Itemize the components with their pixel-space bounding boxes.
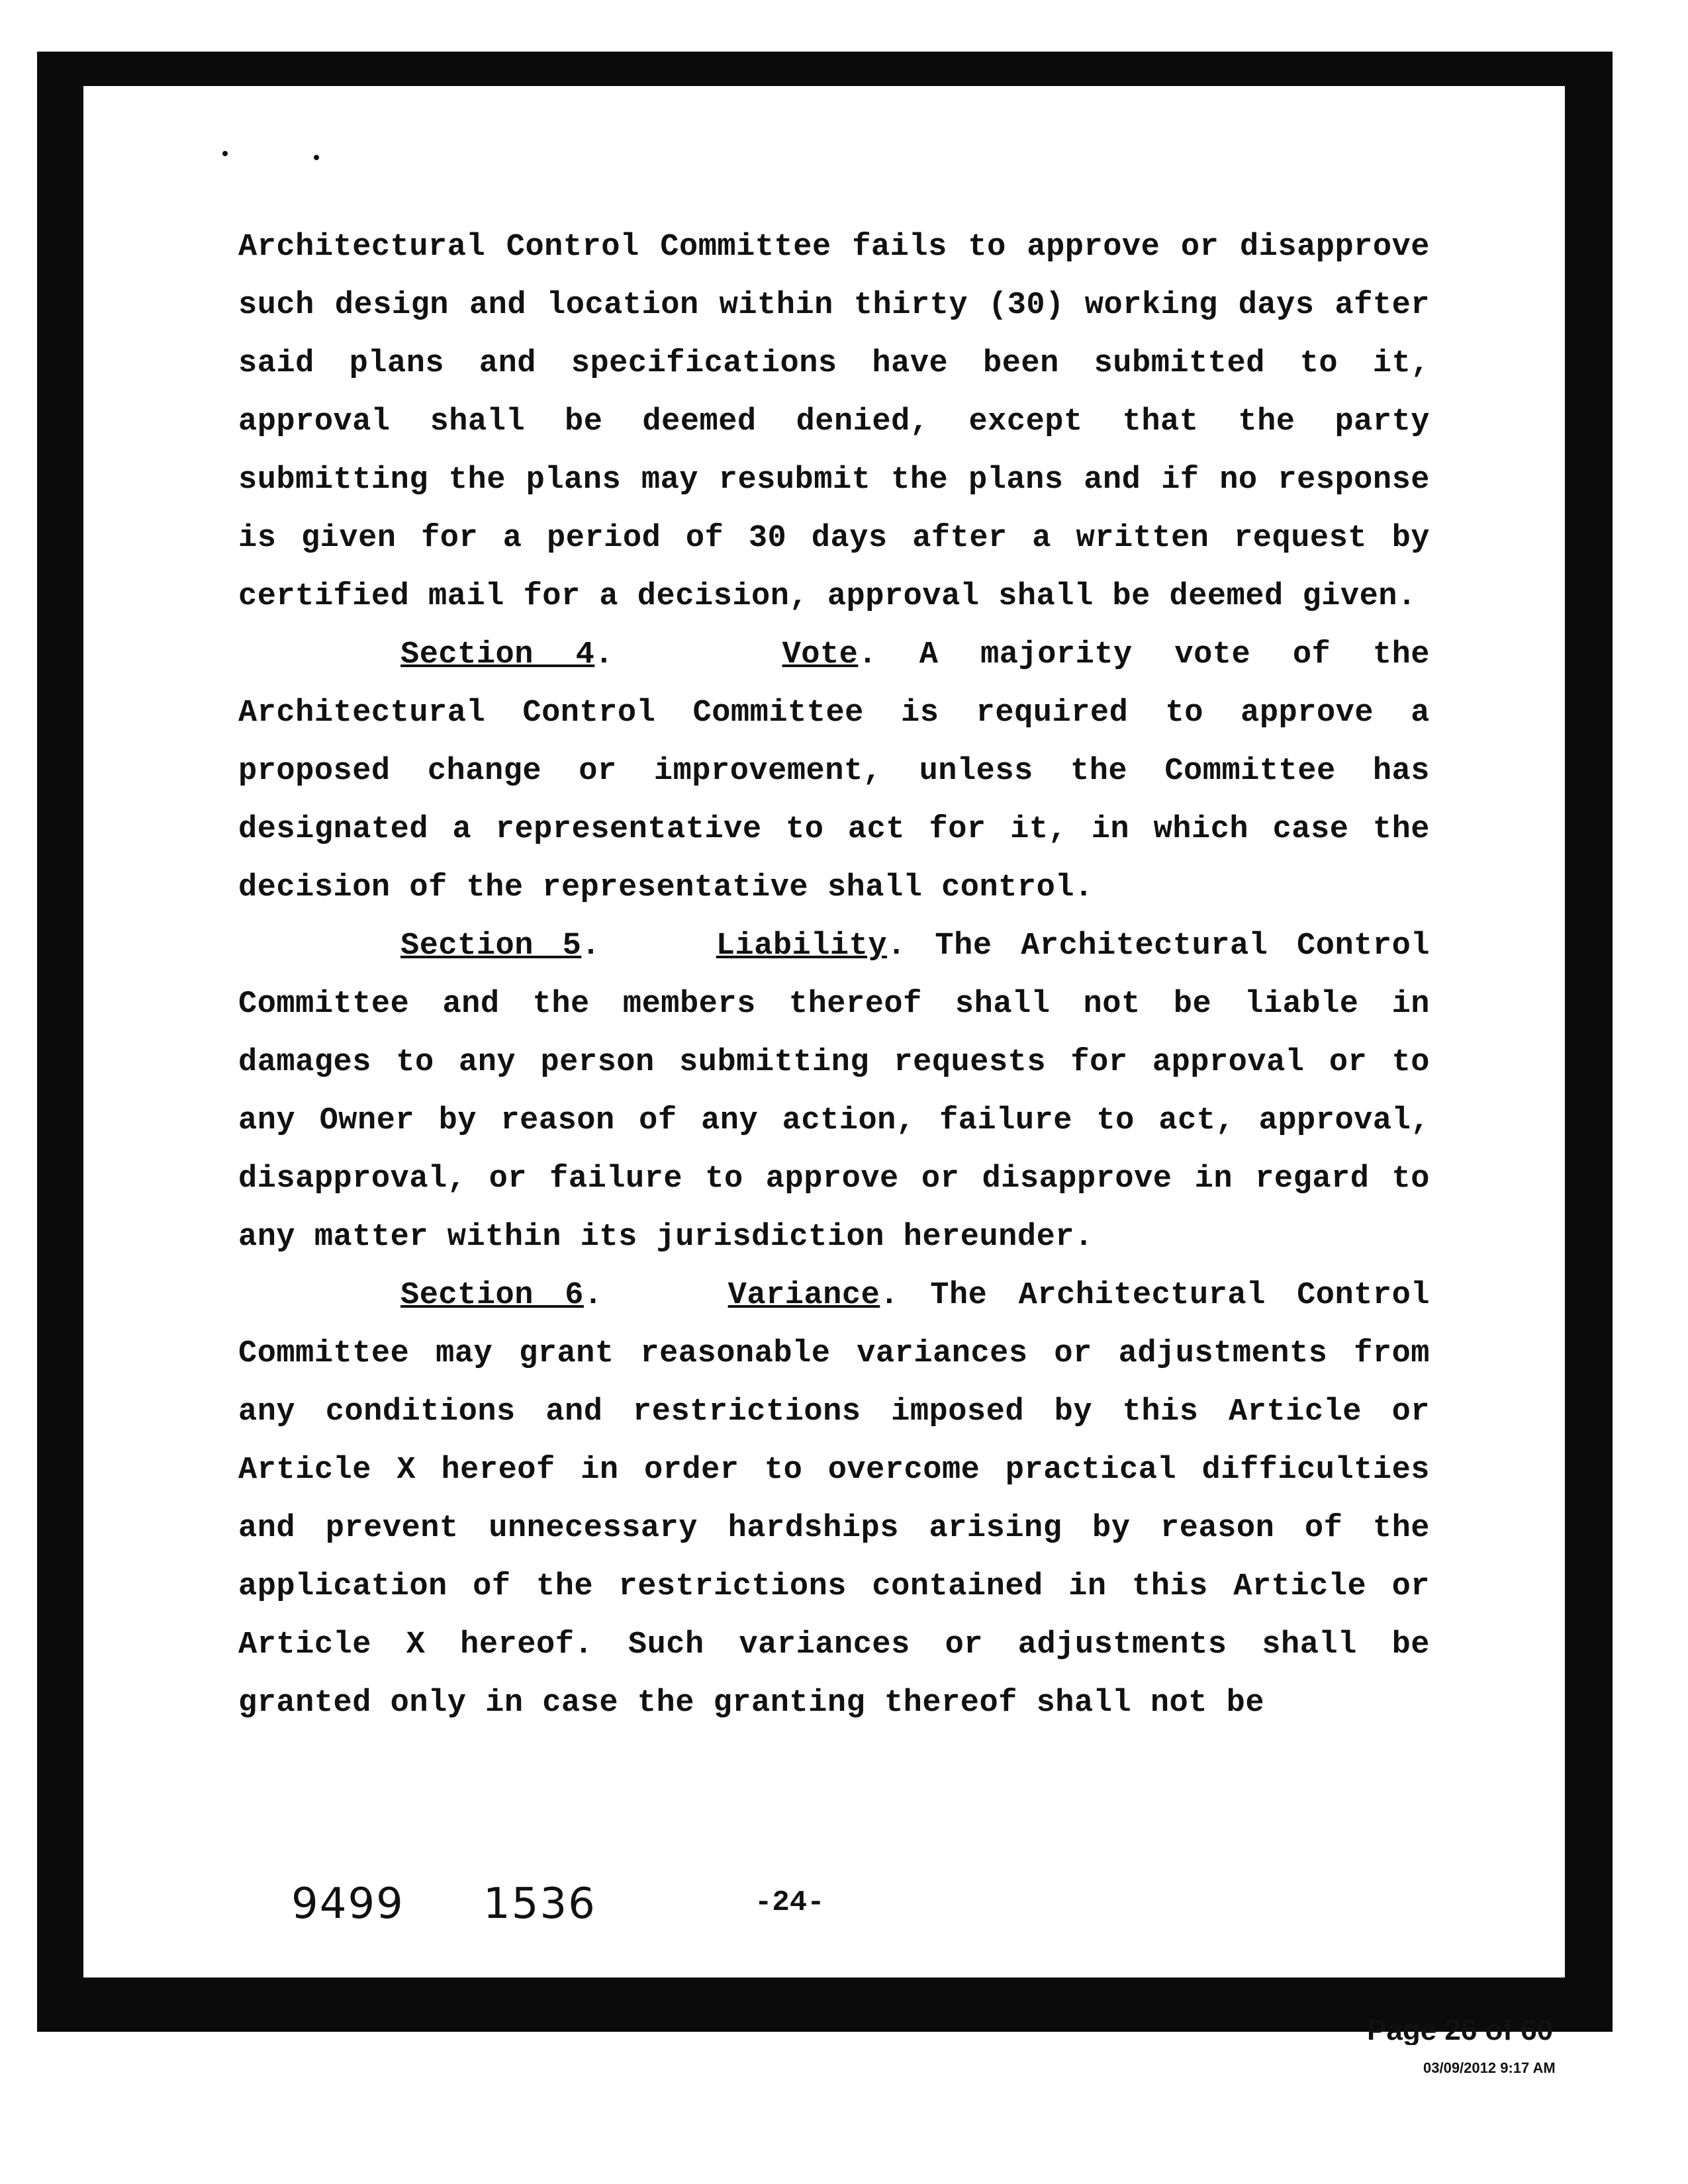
document-body bbox=[238, 218, 1430, 1733]
scan-speck bbox=[222, 151, 228, 156]
section-5-title: Liability bbox=[716, 929, 888, 964]
section-4-text: A majority vote of the Architectural Control Committee is required to approve a proposed change or improvement, unless the Committee has designated a representative to act for it, in which case the decision of the representative shall control. bbox=[238, 637, 1430, 905]
recording-page-number: 1536 bbox=[483, 1880, 596, 1929]
section-4-paragraph: Section 4. Vote. A majority vote of the Architectural Control Committee is required to approve a proposed change or improvement, unless the Committee has designated a representative to act for it, in which case the decision of the representative shall control. bbox=[238, 637, 1430, 905]
section-6-text: The Architectural Control Committee may grant reasonable variances or adjustments from any conditions and restrictions imposed by this Article or Article X hereof in order to overcome practical difficulties and prevent unnecessary hardships arising by reason of the application of the restrictions contained in this Article or Article X hereof. Such variances or adjustments shall be granted only in case the granting thereof shall not be bbox=[238, 1278, 1430, 1721]
paragraph-continuation: Architectural Control Committee fails to approve or disapprove such design and location within thirty (30) working days after said plans and specifications have been submitted to it, approval shall be deemed denied, except that the party submitting the plans may resubmit the plans and if no response is given for a period of 30 days after a written request by certified mail for a decision, approval shall be deemed given. bbox=[238, 230, 1430, 614]
section-6-paragraph: Section 6. Variance. The Architectural Control Committee may grant reasonable variances or adjustments from any conditions and restrictions imposed by this Article or Article X hereof in order to overcome practical difficulties and prevent unnecessary hardships arising by reason of the application of the restrictions contained in this Article or Article X hereof. Such variances or adjustments shall be granted only in case the granting thereof shall not be bbox=[238, 1278, 1430, 1721]
section-5-number: Section 5 bbox=[400, 929, 582, 964]
section-6-title: Variance bbox=[727, 1278, 880, 1313]
section-5-paragraph: Section 5. Liability. The Architectural Control Committee and the members thereof shall not be liable in damages to any person submitting requests for approval or to any Owner by reason of any action, failure to act, approval, disapproval, or failure to approve or disapprove in regard to any matter within its jurisdiction hereunder. bbox=[238, 929, 1430, 1255]
section-5-text: The Architectural Control Committee and the members thereof shall not be liable in damages to any person submitting requests for approval or to any Owner by reason of any action, failure to act, approval, disapproval, or failure to approve or disapprove in regard to any matter within its jurisdiction hereunder. bbox=[238, 929, 1430, 1255]
scan-speck bbox=[314, 155, 319, 160]
section-4-title: Vote bbox=[782, 637, 859, 672]
datetime-stamp: 03/09/2012 9:17 AM bbox=[1423, 2060, 1556, 2076]
recording-book-number: 9499 bbox=[291, 1880, 404, 1929]
page-counter-stamp: Page 26 of 60 bbox=[1367, 2019, 1554, 2045]
document-page-number: -24- bbox=[755, 1886, 825, 1919]
section-6-number: Section 6 bbox=[400, 1278, 584, 1313]
section-4-number: Section 4 bbox=[400, 637, 595, 672]
